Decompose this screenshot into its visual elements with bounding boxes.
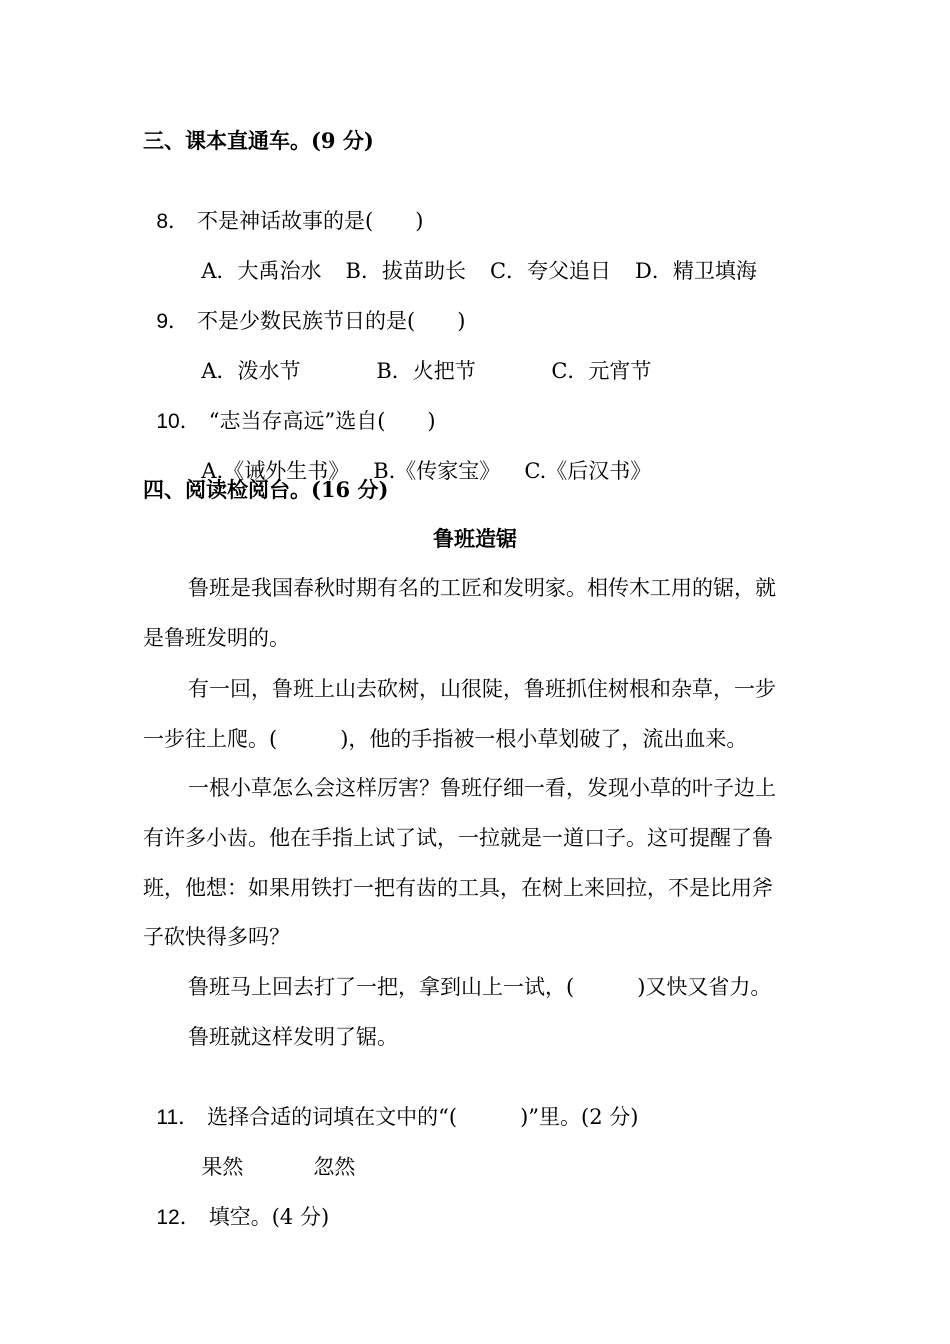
option-a: A．泼水节	[201, 359, 301, 383]
question-text: “志当存高远”选自( )	[208, 409, 436, 433]
word-option: 果然	[201, 1155, 244, 1179]
passage-line: 鲁班马上回去打了一把，拿到山上一试，( )又快又省力。	[188, 975, 772, 999]
passage-line: 子砍快得多吗？	[143, 925, 290, 949]
passage-line: 一步往上爬。( )，他的手指被一根小草划破了，流出血来。	[143, 727, 748, 751]
question-text: 不是少数民族节日的是( )	[197, 309, 466, 333]
passage-line: 班，他想：如果用铁打一把有齿的工具，在树上来回拉，不是比用斧	[143, 876, 773, 900]
option-c: C.《后汉书》	[524, 459, 652, 483]
passage-line: 鲁班是我国春秋时期有名的工匠和发明家。相传木工用的锯，就	[188, 576, 776, 600]
passage-title: 鲁班造锯	[433, 527, 517, 551]
question-number: 10．	[156, 410, 201, 433]
passage-line: 一根小草怎么会这样厉害？鲁班仔细一看，发现小草的叶子边上	[188, 776, 776, 800]
question-text: 选择合适的词填在文中的“( )”里。(2 分)	[207, 1105, 639, 1129]
question-number: 8．	[156, 210, 190, 233]
word-option: 忽然	[313, 1155, 356, 1179]
option-c: C．元宵节	[551, 359, 652, 383]
section4-heading: 四、阅读检阅台。(16 分)	[143, 477, 389, 502]
question-text: 填空。(4 分)	[208, 1205, 330, 1229]
option-b: B．火把节	[376, 359, 476, 383]
option-a: A．大禹治水	[201, 259, 322, 283]
question-text: 不是神话故事的是( )	[197, 209, 424, 233]
question-12	[143, 1172, 329, 1233]
passage-line: 有许多小齿。他在手指上试了试，一拉就是一道口子。这可提醒了鲁	[143, 826, 773, 850]
question-number: 12．	[156, 1206, 201, 1229]
question-number: 9．	[156, 310, 190, 333]
section3-heading: 三、课本直通车。(9 分)	[143, 128, 374, 153]
passage-line: 是鲁班发明的。	[143, 626, 290, 650]
option-d: D．精卫填海	[635, 259, 757, 283]
option-b: B．拔苗助长	[345, 259, 466, 283]
option-a: A.《诫外生书》	[201, 459, 350, 483]
option-c: C．夸父追日	[489, 259, 612, 283]
passage-line: 有一回，鲁班上山去砍树，山很陡，鲁班抓住树根和杂草，一步	[188, 677, 776, 701]
passage-line: 鲁班就这样发明了锯。	[188, 1025, 398, 1049]
question-number: 11．	[156, 1106, 200, 1129]
option-b: B.《传家宝》	[373, 459, 501, 483]
